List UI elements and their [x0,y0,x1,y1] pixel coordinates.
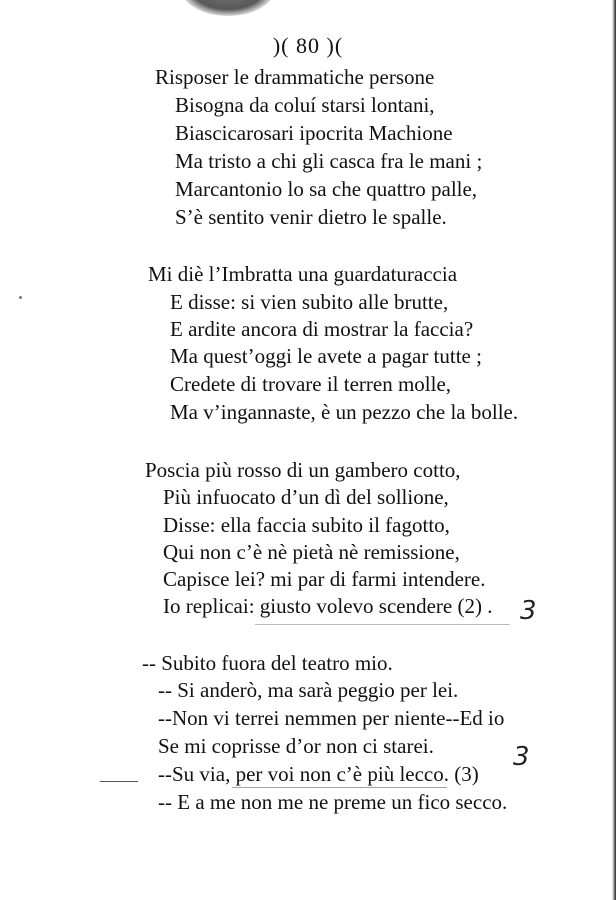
verse-line: -- Subito fuora del teatro mio. [142,651,393,675]
verse-line: Più infuocato d’un dì del sollione, [163,485,449,509]
pencil-mark [255,624,510,625]
paper-speck [19,296,22,299]
verse-line: Mi diè l’Imbratta una guardaturaccia [148,262,458,286]
verse-line: Credete di trovare il terren molle, [170,372,452,396]
ink-stain [180,0,276,16]
verse-line: S’è sentito venir dietro le spalle. [175,205,447,229]
verse-line: -- Si anderò, ma sarà peggio per lei. [158,678,459,702]
verse-line: E ardite ancora di mostrar la faccia? [170,317,474,341]
verse-line: Ma quest’oggi le avete a pagar tutte ; [170,344,482,368]
verse-line: Bisogna da coluí starsi lontani, [175,93,435,117]
verse-line: Capisce lei? mi par di farmi intendere. [163,567,486,591]
verse-line: Risposer le drammatiche persone [155,65,435,89]
page-edge-shadow [612,0,616,900]
verse-line: Biascicarosari ipocrita Machione [175,121,453,145]
verse-line: Io replicai: giusto volevo scendere (2) . [163,594,493,618]
verse-line: --Su via, per voi non c’è più lecco. (3) [158,762,479,786]
verse-line: Qui non c’è nè pietà nè remissione, [163,540,460,564]
verse-line: E disse: si vien subito alle brutte, [170,290,449,314]
verse-line: Ma tristo a chi gli casca fra le mani ; [175,149,483,173]
verse-line: Se mi coprisse d’or non ci starei. [158,734,434,758]
handwritten-note: 3 [513,742,530,772]
verse-line: -- E a me non me ne preme un fico secco. [158,790,508,814]
pencil-underline [232,787,447,788]
verse-line: Poscia più rosso di un gambero cotto, [145,458,461,482]
verse-line: Disse: ella faccia subito il fagotto, [163,513,450,537]
pencil-mark [100,781,138,782]
verse-line: Marcantonio lo sa che quattro palle, [175,177,478,201]
verse-line: --Non vi terrei nemmen per niente--Ed io [158,706,505,730]
page-number-header: )( 80 )( [272,33,344,58]
handwritten-note: 3 [520,596,537,626]
verse-line: Ma v’ingannaste, è un pezzo che la bolle. [170,400,519,424]
